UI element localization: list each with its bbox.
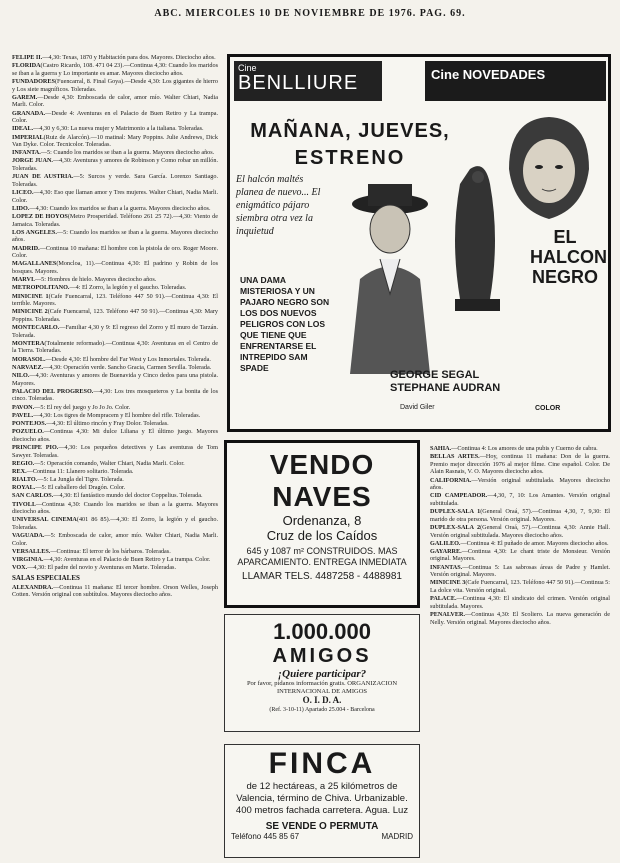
cinema-name: DUPLEX-SALA 1 bbox=[430, 508, 481, 516]
cinema-listing bbox=[12, 584, 218, 599]
listing-text: —4,30: Los tres mosqueteros y La bonita de los cinco. Toleradas. bbox=[12, 387, 218, 403]
cinema-listing bbox=[12, 189, 218, 204]
listing-text: —5: El rey del juego y Jo Jo Jo. Color. bbox=[34, 403, 131, 411]
cinema-listing bbox=[12, 293, 218, 308]
cinema-name: ALEXANDRA. bbox=[12, 583, 54, 591]
cinema-listing bbox=[12, 356, 218, 364]
listing-text: —5: Cuando los maridos se iban a la guerra. Mayores dieciocho años. bbox=[40, 149, 215, 157]
listing-text: —Continua 4,30: El sindicato del crimen. Versión original subtitulada. Mayores. bbox=[430, 595, 610, 610]
cine-name: NOVEDADES bbox=[462, 67, 546, 82]
listing-text: (Cafe Fuencarral, 123. Teléfono 447 50 91).—Continua 4,30: Mary Poppins. Toleradas. bbox=[12, 308, 218, 323]
listing-text: —4,30: Cuando los maridos se iban a la guerra. Mayores dieciocho años. bbox=[29, 204, 211, 212]
cinema-name: MINICINE 2 bbox=[12, 308, 48, 316]
cinema-listing bbox=[12, 444, 218, 459]
ad-org: O. I. D. A. bbox=[302, 695, 342, 705]
listing-text: (General Oraá, 57).—Continua 4,30, 7, 9,30: El marido de otra persona. Versión original. Mayores. bbox=[430, 508, 610, 523]
film-illustration bbox=[320, 129, 520, 374]
cinema-name: SAHIA. bbox=[430, 445, 452, 452]
cinema-name: UNIVERSAL CINEMA bbox=[12, 516, 77, 524]
cinema-listing bbox=[12, 157, 218, 172]
cinema-name: NILO. bbox=[12, 372, 30, 379]
cinema-name: FUNDADORES bbox=[12, 77, 55, 85]
cinema-listing bbox=[12, 308, 218, 323]
cinema-listing bbox=[12, 492, 218, 500]
cinema-name: MONTECARLO. bbox=[12, 324, 60, 332]
listing-text: (401 86 85).—4,30: El Zorro, la legión y el gaucho. Toleradas. bbox=[12, 516, 218, 531]
cinema-listing bbox=[12, 412, 218, 420]
cinema-listing bbox=[430, 492, 610, 507]
listing-text: (Moncloa, 11).—Continua 4,30: El padrino y Robin de los bosques. Mayores. bbox=[12, 260, 218, 275]
cinema-name: DUPLEX-SALA 2 bbox=[430, 523, 481, 531]
director-credit: David Giler bbox=[400, 404, 435, 411]
cinema-name: LOPEZ DE HOYOS bbox=[12, 213, 68, 220]
cinema-listing bbox=[12, 134, 218, 149]
cinema-name: ROYAL. bbox=[12, 484, 36, 492]
listing-text: —4,30: El último rincón y Fray Dolor. Toleradas. bbox=[46, 419, 169, 427]
cinema-name: MINICINE 1 bbox=[12, 292, 49, 300]
cine-label: Cine bbox=[238, 63, 257, 73]
cinema-name: CID CAMPEADOR. bbox=[430, 492, 488, 500]
listing-text: —Desde 4,30: El hombre del Far West y Los Inmortales. Tolerada. bbox=[45, 355, 211, 363]
listing-text: —Continua 11: Llanero solitario. Tolerada. bbox=[26, 467, 134, 475]
cinema-name: METROPOLITANO. bbox=[12, 284, 70, 292]
ad-title: FINCA bbox=[268, 747, 376, 780]
listing-text: —4,30: Aventuras y amores de Buenavida y Cinco dedos para una pistola. Mayores. bbox=[12, 372, 218, 387]
cinema-listing bbox=[12, 476, 218, 484]
right-column-listings bbox=[430, 445, 610, 857]
cinema-name: CALIFORNIA. bbox=[430, 476, 472, 484]
color-label: COLOR bbox=[535, 405, 561, 412]
ad-tagline: El halcón maltés planea de nuevo... El enigmático pájaro siembra otra vez la inquietud bbox=[236, 174, 321, 237]
listing-text: —4,30: Aventuras en el Palacio de Buen Retiro y La trampa. Color. bbox=[43, 556, 211, 564]
cinema-name: MINICINE 3 bbox=[430, 579, 466, 587]
cinema-name: PALACIO DEL PROGRESO. bbox=[12, 387, 94, 395]
listing-text: —Familiar 4,30 y 9: El regreso del Zorro y El muro de Tarzán. Tolerada. bbox=[12, 324, 218, 339]
cinema-listing bbox=[12, 420, 218, 428]
listing-text: —5: Surcos y verde. Sara García. Lorenzo Santiago. Toleradas. bbox=[12, 173, 218, 188]
cast-member: STEPHANE AUDRAN bbox=[390, 382, 501, 394]
cinema-name: GRANADA. bbox=[12, 109, 46, 117]
movie-ad bbox=[227, 54, 611, 432]
cinema-listing bbox=[12, 404, 218, 412]
cinema-listing bbox=[12, 213, 218, 228]
listing-text: —Continua 4: Los amores de una pubis y Cuerno de cabra. bbox=[451, 445, 598, 452]
listing-text: (Totalmente reformado).—Continua 4,30: Aventuras en el Centro de la Tierra. Toleradas. bbox=[12, 339, 218, 355]
listing-text: —4,30: El padre del novio y Aventuras en Marte. Toleradas. bbox=[27, 564, 177, 572]
listing-text: —5: La Jungla del Tigre. Tolerada. bbox=[37, 476, 124, 484]
cinema-listing bbox=[12, 364, 218, 372]
ad-ref: (Ref. 3-10-11) Apartado 25.004 - Barcelona bbox=[269, 707, 375, 713]
cinema-listing bbox=[12, 173, 218, 188]
cinema-listing bbox=[430, 564, 610, 579]
ad-contact bbox=[225, 832, 419, 841]
cinema-listing bbox=[12, 564, 218, 572]
listing-text: —Desde 4,30: Emboscada de calor, amor mío. Walter Chiari, Nadia Marli. Color. bbox=[12, 93, 218, 109]
cinema-name: LOS ANGELES. bbox=[12, 228, 57, 236]
ad-title: VENDO NAVES bbox=[269, 449, 375, 512]
ad-estreno: ESTRENO bbox=[294, 147, 406, 169]
cinema-listing bbox=[12, 276, 218, 284]
cinema-listing bbox=[12, 372, 218, 387]
man-with-hat-illustration bbox=[350, 184, 430, 374]
cinema-name: BELLAS ARTES. bbox=[430, 453, 480, 461]
cinema-listing bbox=[12, 516, 218, 531]
listing-text: (Ruiz de Alarcón).—10 matinal: Mary Poppins. Julie Andrews, Dick Van Dyke. Color. Tecnicolor. Toleradas. bbox=[12, 133, 218, 149]
listing-text: (Metro Prosperidad. Teléfono 261 25 72).—4,30: Viento de Jamaica. Toleradas. bbox=[12, 213, 218, 228]
cast-member: GEORGE SEGAL bbox=[390, 369, 480, 381]
cinema-listing bbox=[12, 501, 218, 516]
listing-text: —5: Hombres de hielo. Mayores dieciocho años. bbox=[34, 276, 157, 284]
ad-phone: LLAMAR TELS. 4487258 - 4488981 bbox=[242, 571, 402, 582]
amigos-ad bbox=[224, 614, 420, 732]
ad-city: MADRID bbox=[381, 832, 413, 841]
cinema-listing bbox=[12, 149, 218, 157]
ad-question: ¡Quiere participar? bbox=[277, 668, 367, 680]
listing-text: —Continua 5: Las sabrosas áreas de Padre y Hamlet. Versión original. Mayores. bbox=[430, 563, 610, 579]
cinema-listing bbox=[12, 229, 218, 244]
cinema-name: LICEO. bbox=[12, 189, 34, 197]
cinema-listing bbox=[12, 468, 218, 476]
cinema-name: FLORIDA bbox=[12, 62, 41, 70]
cinema-listing bbox=[430, 595, 610, 610]
cine-name: BENLLIURE bbox=[238, 72, 359, 94]
cinema-name: PENALVER. bbox=[430, 611, 466, 618]
cinema-listing bbox=[12, 340, 218, 355]
film-title-line: EL bbox=[553, 227, 577, 247]
listing-text: —Continua 4,30: Cuando los maridos se iban a la guerra. Mayores dieciocho años. bbox=[12, 500, 218, 516]
cinema-listing bbox=[430, 453, 610, 476]
ad-sale: SE VENDE O PERMUTA bbox=[265, 821, 379, 832]
cinema-name: PRINCIPE PIO. bbox=[12, 443, 59, 451]
cinema-name: VIRGINIA. bbox=[12, 556, 44, 564]
cinema-listing bbox=[12, 94, 218, 109]
listing-text: —4,30: Los pequeños detectives y Las aventuras de Tom Sawyer. Toleradas. bbox=[12, 443, 218, 459]
cinema-listing bbox=[12, 532, 218, 547]
listing-text: —Desde 4: Aventuras en el Palacio de Buen Retiro y La trampa. Color. bbox=[12, 109, 218, 125]
page-header: ABC. MIERCOLES 10 DE NOVIEMBRE DE 1976. PAG. 69. bbox=[154, 8, 466, 19]
listing-text: —4,30: Texas, 1870 y Habitación para dos. Mayores. Dieciocho años. bbox=[42, 54, 216, 61]
cinema-listing bbox=[12, 548, 218, 556]
cinema-name: REGIO. bbox=[12, 459, 35, 467]
cinema-listing bbox=[12, 284, 218, 292]
cinema-listing bbox=[430, 477, 610, 492]
cinema-listing bbox=[430, 548, 610, 563]
cinema-listing bbox=[430, 579, 610, 594]
cinema-name: GAYARRE. bbox=[430, 547, 462, 555]
listing-text: —5: El caballero del Dragón. Color. bbox=[35, 484, 126, 492]
cinema-listing bbox=[12, 428, 218, 443]
ad-title: AMIGOS bbox=[272, 645, 372, 667]
cinema-name: PONTEJOS. bbox=[12, 419, 47, 427]
cinema-name: VAGUADA. bbox=[12, 532, 45, 540]
cinema-name: TIVOLI. bbox=[12, 500, 36, 508]
cinema-name: GALILEO. bbox=[430, 539, 461, 547]
listing-text: —5: Operación comando, Walter Chiari, Nadia Marli. Color. bbox=[34, 459, 185, 467]
cinema-name: INFANTAS. bbox=[430, 563, 463, 571]
listing-text: —5: Emboscada de calor, amor mío. Walter Chiari, Nadia Marli. Color. bbox=[12, 532, 218, 547]
cinema-name: RIALTO. bbox=[12, 476, 38, 484]
listing-text: —4,30: Eso que llaman amor y Tres mujeres. Walter Chiari, Nadia Marli. Color. bbox=[12, 189, 218, 204]
vendo-naves-ad bbox=[224, 440, 420, 608]
cinema-listing bbox=[12, 260, 218, 275]
left-column-listings bbox=[12, 54, 218, 857]
listing-text: —Continua 4,30: Le chant triste de Monsieur. Versión original. Mayores. bbox=[430, 547, 610, 563]
cinema-name: VOX. bbox=[12, 564, 28, 572]
listing-text: —4,30: Los tigres de Mompracem y El hombre del rifle. Toleradas. bbox=[33, 411, 201, 419]
ad-address: Cruz de los Caídos bbox=[266, 528, 378, 543]
cine-label: Cine bbox=[431, 67, 460, 82]
cinema-listing bbox=[12, 324, 218, 339]
cinema-listing bbox=[12, 54, 218, 62]
ad-details: 645 y 1087 m² CONSTRUIDOS. MAS APARCAMIENTO. ENTREGA INMEDIATA bbox=[237, 546, 407, 567]
ad-body: de 12 hectáreas, a 25 kilómetros de Valencia, término de Chiva. Urbanizable. 400 metros fachada carretera. Agua. Luz bbox=[235, 781, 409, 816]
listing-text: —Versión original subtitulada. Mayores dieciocho años. bbox=[430, 476, 610, 492]
ad-body-text: UNA DAMA MISTERIOSA Y UN PAJARO NEGRO SON LOS DOS NUEVOS PELIGROS CON LOS QUE TIENE QUE ENFRENTARSE EL INTREPIDO SAM SPADE bbox=[240, 275, 330, 373]
listing-text: —4,30: Aventuras y amores de Robinson y Como robar un millón. Toleradas. bbox=[12, 157, 218, 173]
listing-text: (General Oraá, 57).—Continua 4,30: Annie Hall. Versión original subtitulada. Mayores dieciocho años. bbox=[430, 523, 610, 539]
listing-text: —4,30: Operación verde. Sancho Gracia, Carmen Sevilla. Tolerada. bbox=[43, 363, 212, 371]
cinema-name: MAGALLANES bbox=[12, 260, 57, 268]
cinema-listing bbox=[430, 524, 610, 539]
film-title bbox=[530, 227, 607, 287]
listing-text: (Fuencarral, 8. Final Goya).—Desde 4,30: Los gigantes de hierro y Los siete magníficos. Toleradas. bbox=[12, 77, 218, 93]
cinema-name: LIDO. bbox=[12, 204, 30, 212]
ad-phone: Teléfono 445 85 67 bbox=[231, 832, 300, 841]
cine-novedades-logo bbox=[425, 61, 606, 101]
film-title-line: NEGRO bbox=[531, 267, 598, 287]
cinema-name: INFANTA. bbox=[12, 149, 41, 157]
cinema-name: MONTERA bbox=[12, 339, 45, 347]
woman-portrait-illustration bbox=[494, 109, 604, 227]
cinema-name: REX. bbox=[12, 467, 27, 475]
listing-text: —4,30 y 6,30: La nueva mujer y Matrimonio a la italiana. Toleradas. bbox=[33, 125, 204, 133]
cinema-listing bbox=[12, 556, 218, 564]
cinema-name: MORASOL. bbox=[12, 355, 46, 363]
cinema-listing bbox=[430, 445, 610, 453]
cinema-listing bbox=[12, 78, 218, 93]
cinema-listing bbox=[430, 540, 610, 548]
ad-address: Ordenanza, 8 bbox=[282, 513, 362, 528]
listing-text: —Continua 4: El puñado de amor. Mayores dieciocho años. bbox=[460, 539, 609, 547]
cinema-name: PAVON. bbox=[12, 403, 35, 411]
finca-ad bbox=[224, 744, 420, 858]
listing-text: —4,30: El fantástico mundo del doctor Coppelius. Tolerada. bbox=[53, 492, 203, 500]
salas-section-title: SALAS ESPECIALES bbox=[12, 573, 80, 582]
cinema-name: PAVEL. bbox=[12, 411, 34, 419]
listing-text: —4,30, 7, 10: Los Amantes. Versión original subtitulada. bbox=[430, 492, 610, 507]
cinema-listing bbox=[12, 388, 218, 403]
listing-text: —5: Cuando los maridos se iban a la guerra. Mayores dieciocho años. bbox=[12, 228, 218, 244]
cinema-name: VERSALLES. bbox=[12, 547, 51, 555]
cinema-listing bbox=[12, 484, 218, 492]
cinema-listing bbox=[12, 205, 218, 213]
film-title-line: HALCON bbox=[530, 247, 607, 267]
cinema-listing bbox=[12, 110, 218, 125]
listing-text: —4: El Zorro, la legión y el gaucho. Toleradas. bbox=[69, 284, 187, 292]
cinema-name: POZUELO. bbox=[12, 428, 44, 436]
listing-text: —Continua 4,30: El Scoliero. La nueva generación de Nelly. Versión original. Mayores dieciocho años. bbox=[430, 611, 610, 626]
cinema-listing bbox=[12, 125, 218, 133]
listing-text: (Cafe Fuencarral, 123. Teléfono 447 50 91).—Continua 5: La dolce vita. Versión original. bbox=[430, 579, 610, 595]
cinema-listing bbox=[12, 62, 218, 77]
cinema-name: PALACE. bbox=[430, 595, 457, 603]
listing-text: —Continua: El terror de los bárbaros. Toleradas. bbox=[50, 547, 171, 555]
cinema-name: NARVAEZ. bbox=[12, 363, 44, 371]
listing-text: —Hoy, continua 11 mañana: Don de la guerra. Premio mejor dirección 1976 al mejor filme. Cine español. Color. De Alain Rasnais, V. O. Mayores dieciocho años. bbox=[430, 453, 610, 476]
ad-headline: MAÑANA, JUEVES, bbox=[250, 120, 450, 142]
cast-list bbox=[390, 369, 590, 395]
listing-text: —Continua 4,30: Mi dulce Liliana y El último juego. Mayores dieciocho años. bbox=[12, 428, 218, 443]
cinema-name: JUAN DE AUSTRIA. bbox=[12, 173, 74, 181]
cinema-listing bbox=[430, 611, 610, 626]
cinema-name: JORGE JUAN. bbox=[12, 157, 53, 165]
cinema-listing bbox=[12, 245, 218, 260]
cinema-listing bbox=[12, 460, 218, 468]
cinema-name: MARVI. bbox=[12, 276, 35, 284]
listing-text: (Cafe Fuencarral, 123. Teléfono 447 50 91).—Continua 4,30: El terrible. Mayores. bbox=[12, 292, 218, 308]
listing-text: —Continua 10 mañana: El hombre con la pistola de oro. Roger Moore. Color. bbox=[12, 244, 218, 260]
cinema-name: IDEAL. bbox=[12, 125, 34, 133]
cinema-name: SAN CARLOS. bbox=[12, 492, 54, 500]
ad-info: Por favor, pídanos información gratis. ORGANIZACION INTERNACIONAL DE AMIGOS bbox=[246, 680, 398, 695]
ad-number: 1.000.000 bbox=[273, 619, 371, 644]
listing-text: —Continua 11 mañana: El tercer hombre. Orson Welles, Joseph Cotten. Versión original con subtítulos. Mayores dieciocho años. bbox=[12, 583, 218, 599]
cinema-listing bbox=[430, 508, 610, 523]
listing-text: (Castro Ricardo, 108. 471 04 23).—Continua 4,30: Cuando los maridos se iban a la guerra y Lo importante es amar. Mayores dieciocho años. bbox=[12, 62, 218, 77]
cinema-name: GAREM. bbox=[12, 93, 38, 101]
cinema-name: IMPERIAL bbox=[12, 133, 44, 141]
cinema-name: MADRID. bbox=[12, 244, 40, 252]
cine-benlliure-logo bbox=[234, 61, 382, 101]
cinema-name: FELIPE II. bbox=[12, 54, 43, 61]
